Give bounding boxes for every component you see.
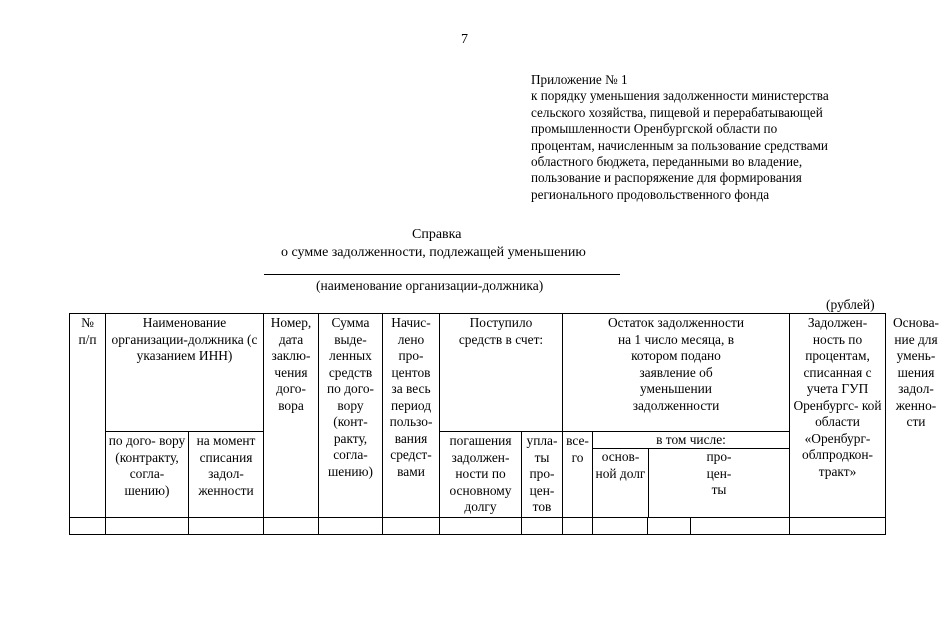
header-principal-repayment: погашения задолжен- ности по основному долгу — [440, 432, 522, 518]
appendix-line: областного бюджета, переданными во владение, — [531, 154, 803, 170]
header-including: в том числе: — [593, 432, 789, 449]
header-contract-no: Номер, дата заклю- чения дого- вора — [264, 314, 319, 518]
header-interest: про- цен- ты — [706, 449, 732, 497]
table-cell — [440, 518, 522, 535]
table-cell — [106, 518, 189, 535]
appendix-title: Приложение № 1 — [531, 72, 628, 87]
table-cell — [563, 518, 593, 535]
table-cell — [522, 518, 563, 535]
appendix-line: регионального продовольственного фонда — [531, 186, 770, 202]
appendix-block — [531, 72, 829, 203]
header-balance: Остаток задолженности на 1 число месяца, в котором подано заявление об уменьшении задолженности — [563, 314, 790, 432]
heading-subtitle: о сумме задолженности, подлежащей уменьшению — [281, 245, 586, 260]
header-written-off: Задолжен- ность по процентам, списанная с учета ГУП Оренбургс- кой области «Оренбург- облпродкон- тракт» — [790, 314, 886, 518]
table-cell — [691, 518, 790, 535]
appendix-line: сельского хозяйства, пищевой и перерабатывающей — [531, 104, 823, 120]
appendix-line: к порядку уменьшения задолженности министерства — [531, 88, 829, 104]
header-principal: основ- ной долг — [593, 449, 649, 517]
header-by-contract: по дого- вору (контракту, согла- шению) — [106, 432, 189, 518]
header-interest-payment: упла- ты про- цен- тов — [522, 432, 563, 518]
header-including-group — [593, 432, 790, 518]
organization-name-line — [264, 274, 620, 275]
appendix-line: пользование и распоряжение для формирования — [531, 170, 802, 186]
table-row — [70, 518, 886, 535]
table-cell — [790, 518, 886, 535]
table-cell — [264, 518, 319, 535]
appendix-line: промышленности Оренбургской области по — [531, 121, 778, 137]
page-number: 7 — [461, 32, 468, 47]
header-org-name: Наименование организации-должника (с указанием ИНН) — [106, 314, 264, 432]
heading-title: Справка — [412, 227, 462, 242]
organization-caption: (наименование организации-должника) — [316, 278, 544, 293]
table-cell — [383, 518, 440, 535]
table-cell — [593, 518, 648, 535]
units-label: (рублей) — [826, 297, 875, 312]
table-cell — [189, 518, 264, 535]
header-funds-sum: Сумма выде- ленных средств по дого- вору (конт- ракту, согла- шению) — [319, 314, 383, 518]
header-total: все- го — [563, 432, 593, 518]
table-cell — [319, 518, 383, 535]
table-cell — [70, 518, 106, 535]
appendix-line: процентам, начисленным за пользование средствами — [531, 137, 828, 153]
header-interest-accrued: Начис- лено про- центов за весь период пользо- вания средст- вами — [383, 314, 440, 518]
table-cell — [648, 518, 691, 535]
header-at-writeoff: на момент списания задол- женности — [189, 432, 264, 518]
header-received: Поступило средств в счет: — [440, 314, 563, 432]
header-num: № п/п — [70, 314, 106, 518]
debt-table: № п/п Наименование организации-должника (с указанием ИНН) Номер, дата заклю- чения дого- вора Сумма выде- ленных средств по дого- вору (конт- ракту, согла- шению) Начис- лено про- центов за весь период пользо- вания средст- вами Поступило средств в счет: Остаток задолженности на 1 число месяца, в котором подано заявление об уменьшении задолженности Задолжен- ность по процентам, списанная с учета ГУП Оренбургс- кой области «Оренбург- облпродкон- тракт» Основа- ние для умень- шения задол- женно- сти по дого- вору (контракту, согла- шению) на момент списания задол- женности погашения задолжен- ности по основному долгу упла- ты про- цен- тов все- го в том числе: основ- ной долг про- цен- ты — [69, 313, 886, 535]
